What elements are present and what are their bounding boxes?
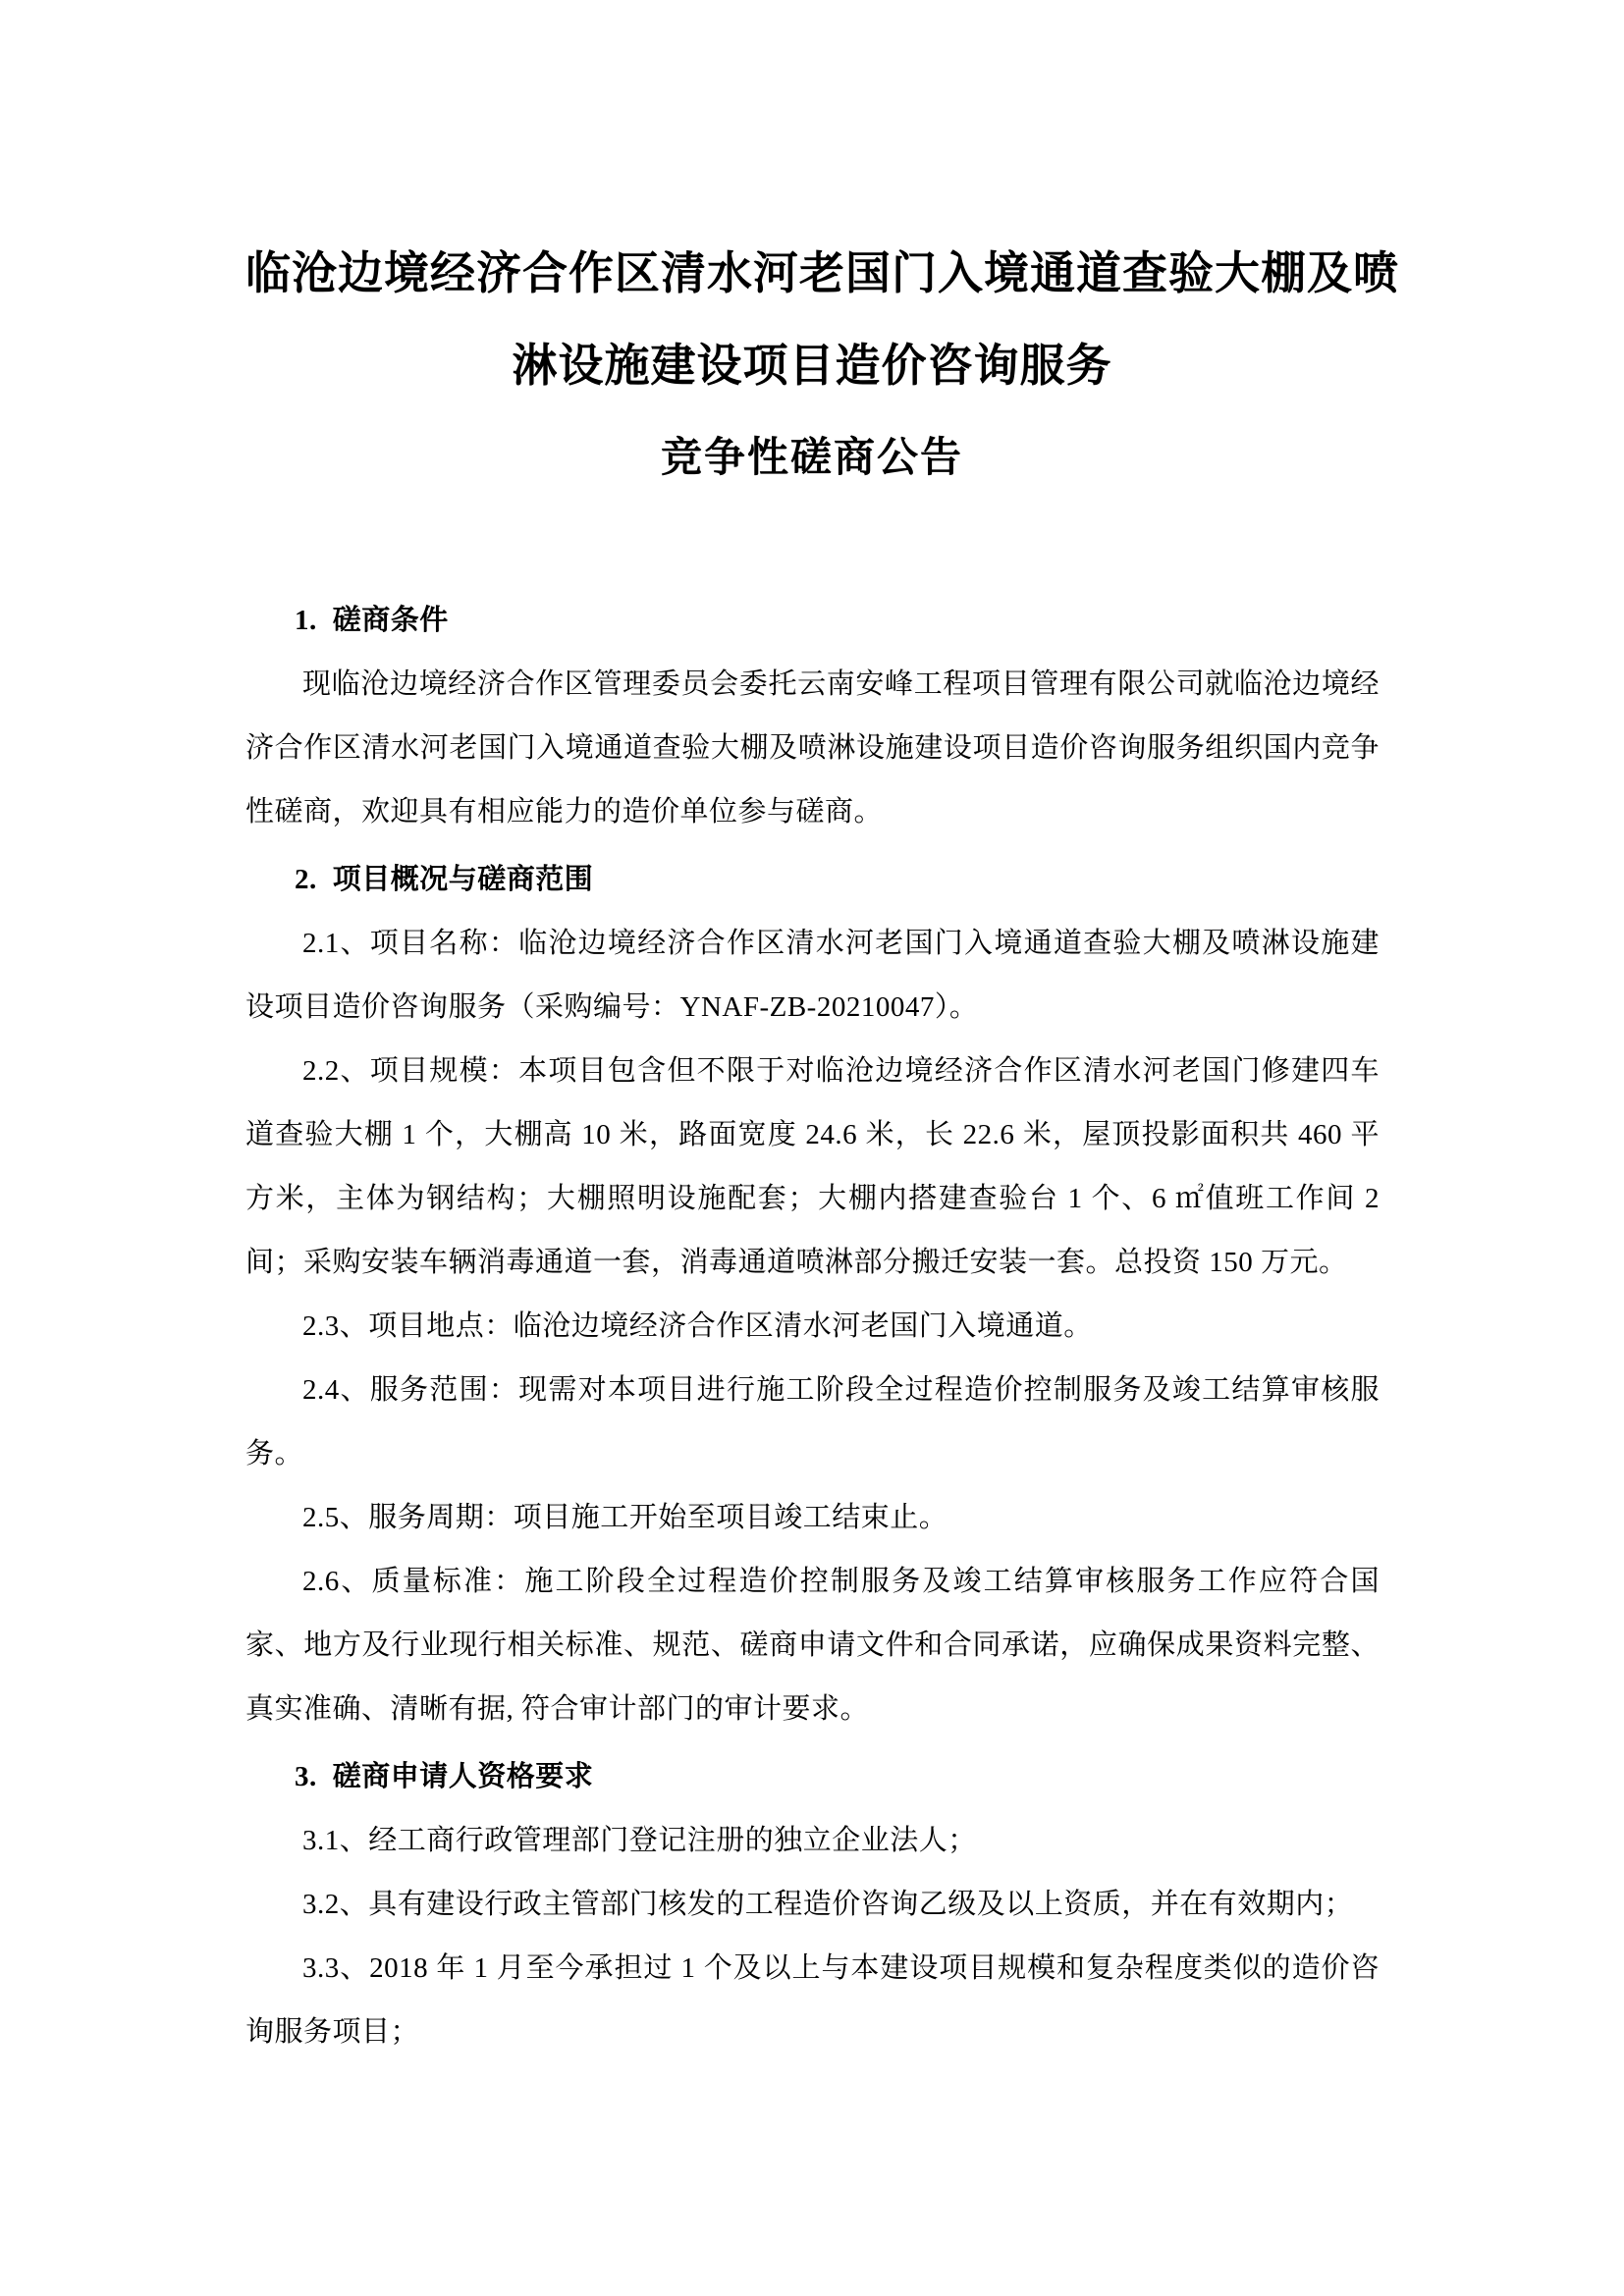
heading-text: 项目概况与磋商范围 (332, 864, 594, 895)
title-line-1: 临沧边境经济合作区清水河老国门入境通道查验大棚及喷 (245, 248, 1399, 298)
paragraph: 2.3、项目地点：临沧边境经济合作区清水河老国门入境通道。 (302, 1310, 1093, 1342)
heading-number: 3. (295, 1761, 317, 1792)
heading-text: 磋商申请人资格要求 (332, 1761, 594, 1792)
heading-text: 磋商条件 (332, 605, 449, 636)
document-body (245, 589, 1380, 2064)
paragraph: 3.2、具有建设行政主管部门核发的工程造价咨询乙级及以上资质，并在有效期内； (302, 1889, 1354, 1920)
document-title (245, 228, 1399, 412)
paragraph: 3.3、2018 年 1 月至今承担过 1 个及以上与本建设项目规模和复杂程度类似的造价咨询服务项目； (245, 1952, 1380, 2048)
section-heading (245, 848, 1380, 912)
heading-number: 1. (295, 605, 317, 636)
paragraph: 2.4、服务范围：现需对本项目进行施工阶段全过程造价控制服务及竣工结算审核服务。 (245, 1374, 1380, 1469)
section-heading (245, 1745, 1380, 1809)
document-subtitle: 竞争性磋商公告 (660, 436, 963, 481)
paragraph: 2.2、项目规模：本项目包含但不限于对临沧边境经济合作区清水河老国门修建四车道查验大棚 1 个，大棚高 10 米，路面宽度 24.6 米，长 22.6 米，屋顶投影面积共 460 平方米，主体为钢结构；大棚照明设施配套；大棚内搭建查验台 1 个、6 ㎡值班工作间 2 间；采购安装车辆消毒通道一套，消毒通道喷淋部分搬迁安装一套。总投资 150 万元。 (245, 1055, 1380, 1278)
paragraph: 现临沧边境经济合作区管理委员会委托云南安峰工程项目管理有限公司就临沧边境经济合作区清水河老国门入境通道查验大棚及喷淋设施建设项目造价咨询服务组织国内竞争性磋商，欢迎具有相应能力的造价单位参与磋商。 (245, 668, 1380, 828)
paragraph: 3.1、经工商行政管理部门登记注册的独立企业法人； (302, 1825, 977, 1856)
title-line-2: 淋设施建设项目造价咨询服务 (512, 341, 1112, 391)
paragraph: 2.5、服务周期：项目施工开始至项目竣工结束止。 (302, 1502, 948, 1533)
heading-number: 2. (295, 864, 317, 895)
section-heading (245, 589, 1380, 653)
paragraph: 2.6、质量标准：施工阶段全过程造价控制服务及竣工结算审核服务工作应符合国家、地方及行业现行相关标准、规范、磋商申请文件和合同承诺，应确保成果资料完整、真实准确、清晰有据, 符合审计部门的审计要求。 (245, 1566, 1380, 1725)
paragraph: 2.1、项目名称：临沧边境经济合作区清水河老国门入境通道查验大棚及喷淋设施建设项目造价咨询服务（采购编号：YNAF-ZB-20210047）。 (245, 928, 1380, 1023)
